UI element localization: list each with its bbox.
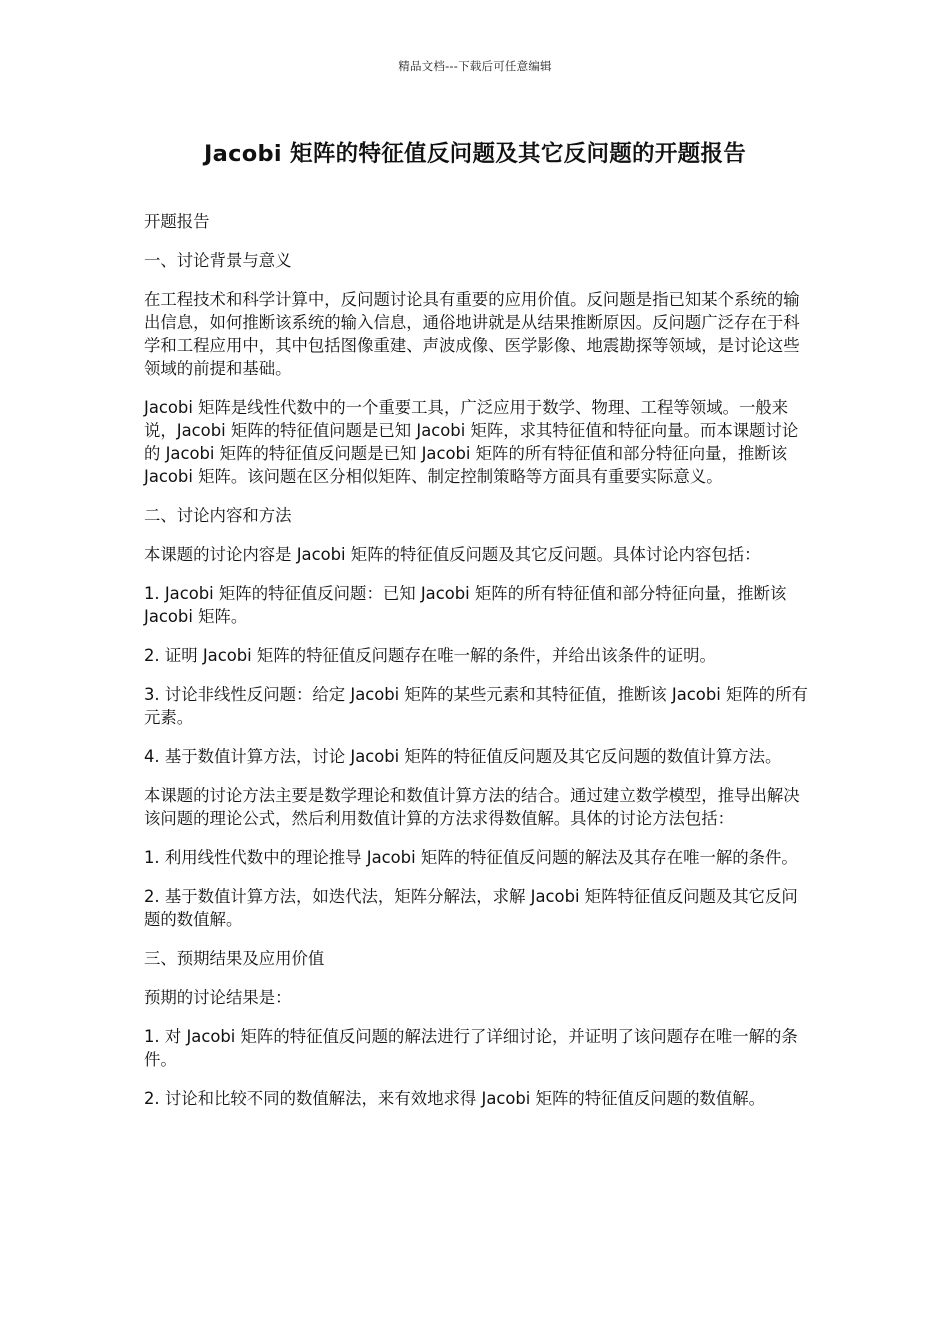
- body-paragraph: 预期的讨论结果是：: [144, 988, 292, 1007]
- document-title: Jacobi 矩阵的特征值反问题及其它反问题的开题报告: [203, 141, 747, 167]
- body-paragraph: 本课题的讨论内容是 Jacobi 矩阵的特征值反问题及其它反问题。具体讨论内容包括：: [144, 545, 761, 564]
- section-heading: 三、预期结果及应用价值: [144, 949, 325, 968]
- list-item: 2. 讨论和比较不同的数值解法，来有效地求得 Jacobi 矩阵的特征值反问题的数值解。: [144, 1089, 766, 1108]
- section-heading: 二、讨论内容和方法: [144, 506, 292, 525]
- list-item: 4. 基于数值计算方法，讨论 Jacobi 矩阵的特征值反问题及其它反问题的数值计算方法。: [144, 747, 782, 766]
- section-heading: 一、讨论背景与意义: [144, 251, 292, 270]
- body-paragraph: Jacobi 矩阵是线性代数中的一个重要工具，广泛应用于数学、物理、工程等领域。一般来说，Jacobi 矩阵的特征值问题是已知 Jacobi 矩阵，求其特征值和特征向量。而本课题讨论的 Jacobi 矩阵的特征值反问题是已知 Jacobi 矩阵的所有特征值和部分特征向量，推断该 Jacobi 矩阵。该问题在区分相似矩阵、制定控制策略等方面具有重要实际意义。: [144, 398, 799, 486]
- section-label: 开题报告: [144, 212, 210, 231]
- document-body: [144, 210, 812, 1126]
- body-paragraph: 在工程技术和科学计算中，反问题讨论具有重要的应用价值。反问题是指已知某个系统的输出信息，如何推断该系统的输入信息，通俗地讲就是从结果推断原因。反问题广泛存在于科学和工程应用中，其中包括图像重建、声波成像、医学影像、地震勘探等领域，是讨论这些领域的前提和基础。: [144, 290, 800, 378]
- list-item: 1. 对 Jacobi 矩阵的特征值反问题的解法进行了详细讨论，并证明了该问题存在唯一解的条件。: [144, 1027, 798, 1069]
- body-paragraph: 本课题的讨论方法主要是数学理论和数值计算方法的结合。通过建立数学模型，推导出解决该问题的理论公式，然后利用数值计算的方法求得数值解。具体的讨论方法包括：: [144, 786, 800, 828]
- list-item: 1. Jacobi 矩阵的特征值反问题：已知 Jacobi 矩阵的所有特征值和部分特征向量，推断该 Jacobi 矩阵。: [144, 584, 787, 626]
- list-item: 2. 基于数值计算方法，如迭代法，矩阵分解法，求解 Jacobi 矩阵特征值反问题及其它反问题的数值解。: [144, 887, 798, 929]
- list-item: 2. 证明 Jacobi 矩阵的特征值反问题存在唯一解的条件，并给出该条件的证明。: [144, 646, 716, 665]
- header-note: 精品文档---下载后可任意编辑: [398, 59, 552, 73]
- list-item: 1. 利用线性代数中的理论推导 Jacobi 矩阵的特征值反问题的解法及其存在唯一解的条件。: [144, 848, 798, 867]
- list-item: 3. 讨论非线性反问题：给定 Jacobi 矩阵的某些元素和其特征值，推断该 Jacobi 矩阵的所有元素。: [144, 685, 808, 727]
